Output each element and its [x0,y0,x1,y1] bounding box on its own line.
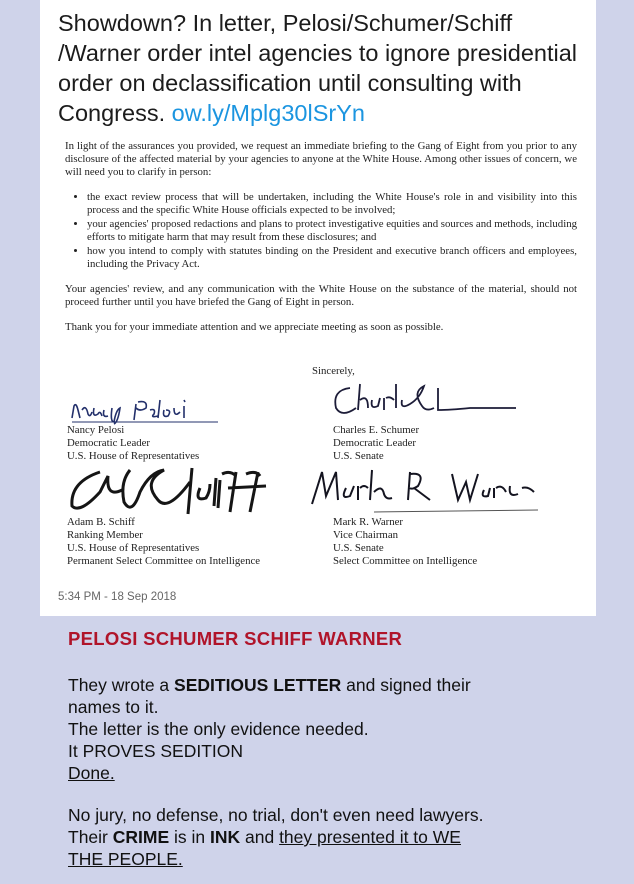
signer-title: Democratic Leader [67,437,151,449]
signer-committee: Permanent Select Committee on Intelligence [67,555,261,567]
letter-bullets [65,191,577,271]
caption [68,628,588,870]
signer-block-schumer [333,424,419,463]
signature-pelosi [68,396,238,426]
caption-line: names to it. [68,697,159,717]
tweet-link[interactable]: ow.ly/Mplg30lSrYn [171,100,365,126]
signer-title: Democratic Leader [333,437,417,449]
signer-block-pelosi [67,424,199,463]
caption-title: PELOSI SCHUMER SCHIFF WARNER [68,628,403,649]
signer-name: Charles E. Schumer [333,424,420,436]
letter-para-3: Thank you for your immediate attention and we appreciate meeting as soon as possible. [65,321,444,333]
caption-line: Their CRIME is in INK and they presented it to WE [68,827,461,847]
signer-body: U.S. Senate [333,450,384,462]
letter-closing: Sincerely, [312,365,355,377]
signature-schiff [60,462,290,522]
caption-line: They wrote a SEDITIOUS LETTER and signed their [68,675,471,695]
signer-name: Nancy Pelosi [67,424,125,436]
caption-line: It PROVES SEDITION [68,741,244,761]
signer-block-schiff [67,516,260,568]
signer-committee: Select Committee on Intelligence [333,555,478,567]
signature-warner [302,464,542,516]
signer-title: Vice Chairman [333,529,399,541]
letter-intro: In light of the assurances you provided, we request an immediate briefing to the Gang of Eight from you prior to any disclosure of the affected material by your agencies to anyone at the White House. Among other issues of concern, we will need you to clarify in person: [65,140,577,178]
letter-bullet: • how you intend to comply with statutes binding on the President and executive branch officers and employees, including the Privacy Act. [87,245,577,271]
tweet-text [58,8,588,128]
signer-title: Ranking Member [67,529,143,541]
signer-name: Mark R. Warner [333,516,403,528]
signer-body: U.S. House of Representatives [67,450,200,462]
tweet-body: Showdown? In letter, Pelosi/Schumer/Schiff /Warner order intel agencies to ignore presidential order on declassification until consulting with Congress. [58,10,578,126]
caption-line: Done. [68,763,115,783]
letter-bullet: • the exact review process that will be undertaken, including the White House's role in and visibility into this process and the specific White House officials expected to be involved; [87,191,577,217]
caption-gap [68,784,588,804]
tweet-timestamp[interactable]: 5:34 PM - 18 Sep 2018 [58,591,177,603]
letter-bullet: • your agencies' proposed redactions and plans to protect investigative equities and sources and methods, including efforts to mitigate harm that may result from these disclosures; and [87,218,577,244]
letter-image [65,140,577,377]
signer-body: U.S. Senate [333,542,384,554]
letter-para-2: Your agencies' review, and any communication with the White House on the substance of the material, should not proceed further until you have briefed the Gang of Eight in person. [65,283,577,308]
tweet-card [40,0,596,616]
signer-name: Adam B. Schiff [67,516,135,528]
signer-body: U.S. House of Representatives [67,542,200,554]
signature-schumer [330,378,520,420]
caption-line: No jury, no defense, no trial, don't even need lawyers. [68,805,484,825]
caption-line: THE PEOPLE. [68,849,183,869]
signer-block-warner [333,516,477,568]
caption-line: The letter is the only evidence needed. [68,719,369,739]
